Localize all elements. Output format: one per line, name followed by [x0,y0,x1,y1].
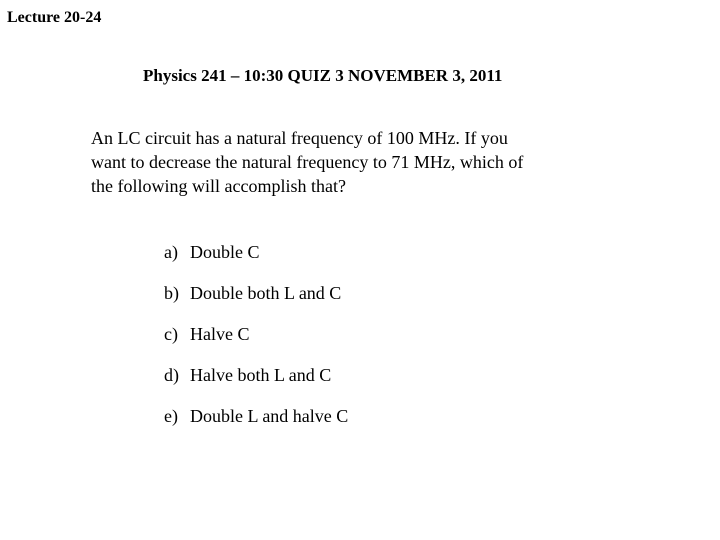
answer-options [164,241,348,446]
question-text [91,126,631,198]
option-a [164,241,348,282]
question-line: An LC circuit has a natural frequency of 100 MHz. If you [91,128,508,148]
quiz-title: Physics 241 – 10:30 QUIZ 3 NOVEMBER 3, 2011 [143,66,503,85]
option-b [164,282,348,323]
option-letter: a) [164,242,178,262]
option-letter: c) [164,324,178,344]
option-d [164,364,348,405]
option-letter: d) [164,365,179,385]
option-text: Double both L and C [190,283,342,303]
option-text: Double L and halve C [190,406,349,426]
option-letter: b) [164,283,179,303]
option-text: Double C [190,242,260,262]
option-text: Halve both L and C [190,365,332,385]
lecture-label: Lecture 20-24 [7,9,102,26]
option-text: Halve C [190,324,250,344]
option-c [164,323,348,364]
question-line: want to decrease the natural frequency to 71 MHz, which of [91,152,524,172]
option-e [164,405,348,446]
question-line: the following will accomplish that? [91,176,346,196]
option-letter: e) [164,406,178,426]
